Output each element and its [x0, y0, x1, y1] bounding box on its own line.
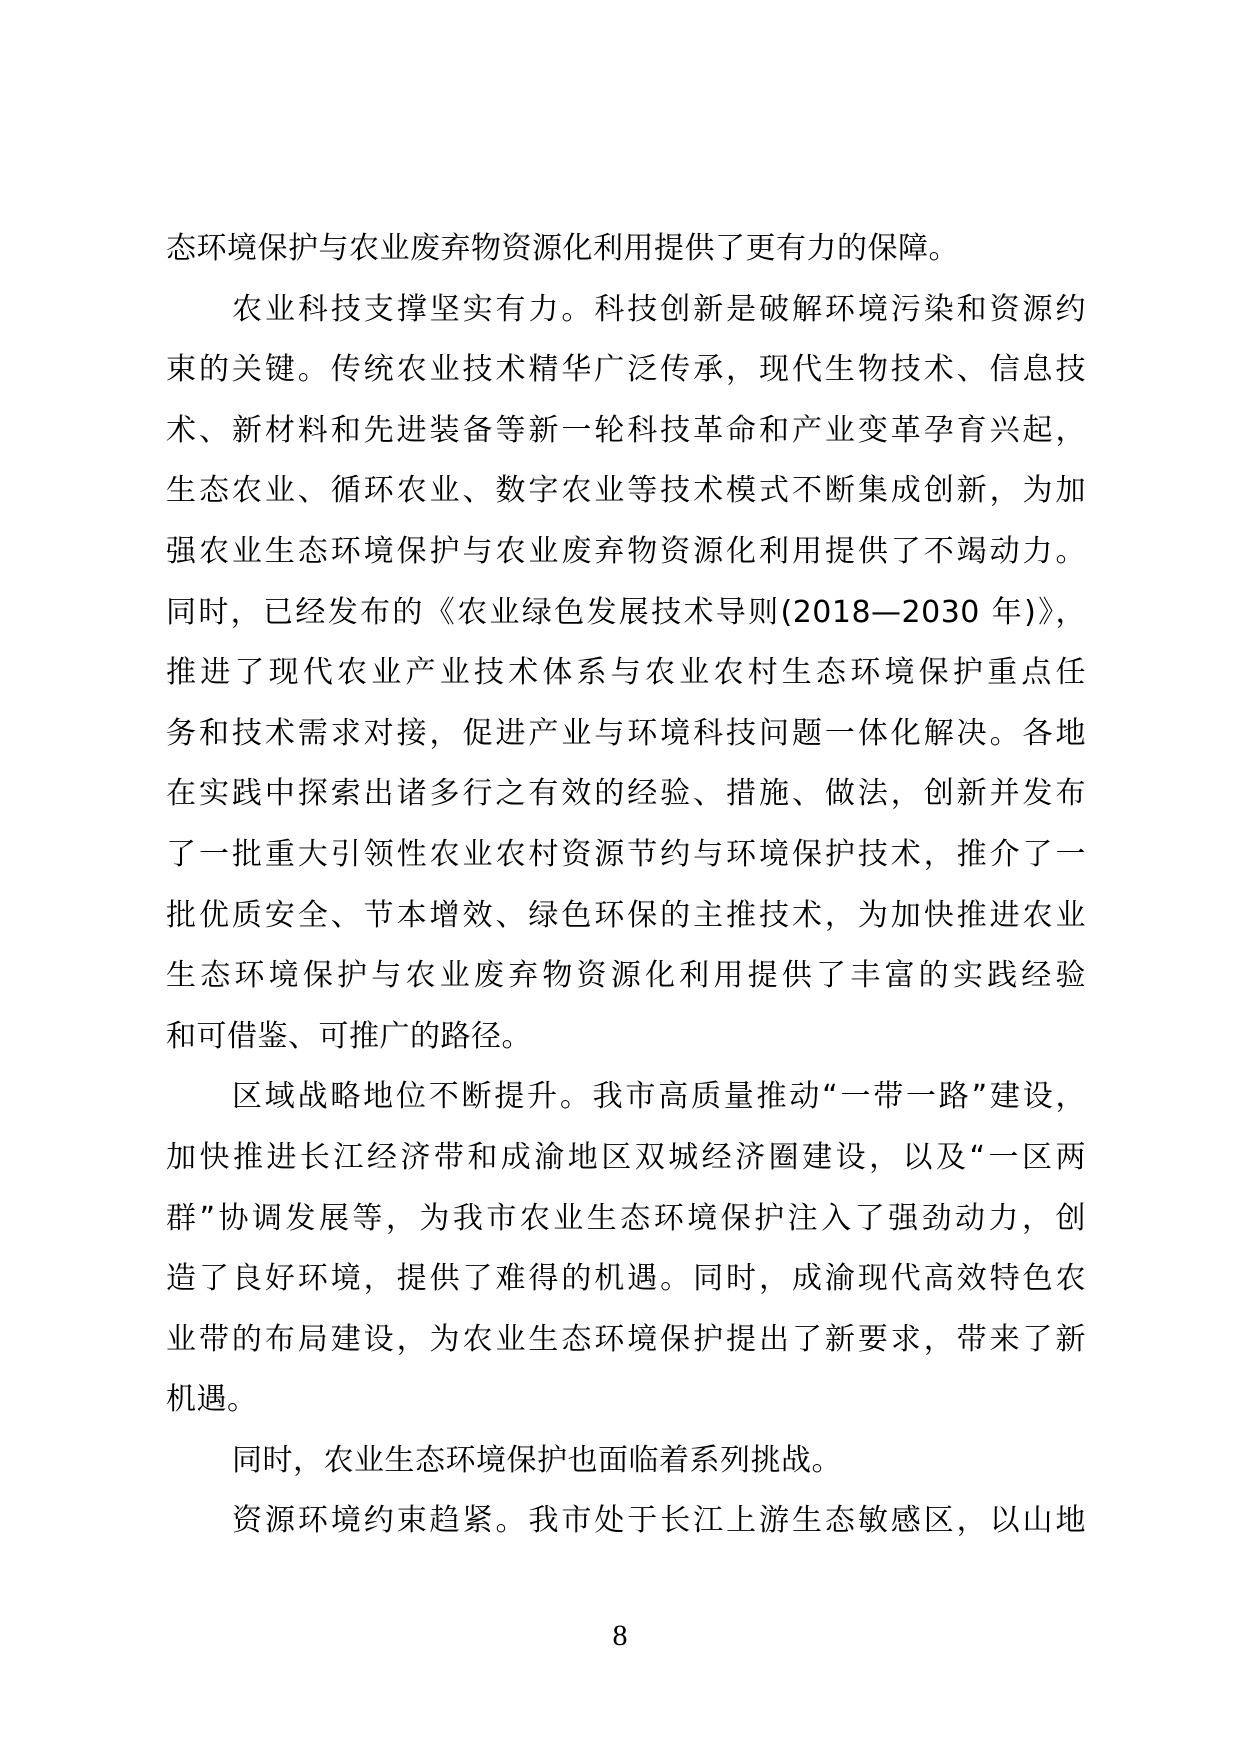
text-line: 强农业生态环境保护与农业废弃物资源化利用提供了不竭动力。: [166, 533, 1086, 569]
paragraph-start-line: 同时，农业生态环境保护也面临着系列挑战。: [232, 1442, 842, 1478]
text-line: 造了良好环境，提供了难得的机遇。同时，成渝现代高效特色农: [166, 1261, 1086, 1297]
text-line: 加快推进长江经济带和成渝地区双城经济圈建设，以及“一区两: [166, 1139, 1086, 1175]
text-line: 生态环境保护与农业废弃物资源化利用提供了丰富的实践经验: [166, 958, 1086, 994]
text-line: 在实践中探索出诸多行之有效的经验、措施、做法，创新并发布: [166, 776, 1086, 812]
paragraph-start-line: 资源环境约束趋紧。我市处于长江上游生态敏感区，以山地: [232, 1503, 1086, 1539]
page-number: 8: [612, 1619, 628, 1652]
text-line: 务和技术需求对接，促进产业与环境科技问题一体化解决。各地: [166, 715, 1086, 751]
paragraph-start-line: 区域战略地位不断提升。我市高质量推动“一带一路”建设，: [232, 1079, 1086, 1115]
text-line: 和可借鉴、可推广的路径。: [166, 1018, 532, 1054]
text-line: 群”协调发展等，为我市农业生态环境保护注入了强劲动力，创: [166, 1200, 1086, 1236]
text-line: 了一批重大引领性农业农村资源节约与环境保护技术，推介了一: [166, 836, 1086, 872]
text-line: 生态农业、循环农业、数字农业等技术模式不断集成创新，为加: [166, 473, 1086, 509]
body-text: [166, 219, 1086, 1552]
text-line: 态环境保护与农业废弃物资源化利用提供了更有力的保障。: [166, 231, 959, 266]
text-line: 机遇。: [166, 1382, 258, 1418]
text-line: 推进了现代农业产业技术体系与农业农村生态环境保护重点任: [166, 655, 1086, 691]
text-line: 束的关键。传统农业技术精华广泛传承，现代生物技术、信息技: [166, 352, 1086, 388]
text-line: 业带的布局建设，为农业生态环境保护提出了新要求，带来了新: [166, 1321, 1086, 1357]
text-line: 批优质安全、节本增效、绿色环保的主推技术，为加快推进农业: [166, 897, 1086, 933]
paragraph-start-line: 农业科技支撑坚实有力。科技创新是破解环境污染和资源约: [232, 291, 1086, 327]
text-line: 同时，已经发布的《农业绿色发展技术导则(2018—2030 年)》，: [166, 594, 1086, 630]
text-line: 术、新材料和先进装备等新一轮科技革命和产业变革孕育兴起，: [166, 412, 1086, 448]
